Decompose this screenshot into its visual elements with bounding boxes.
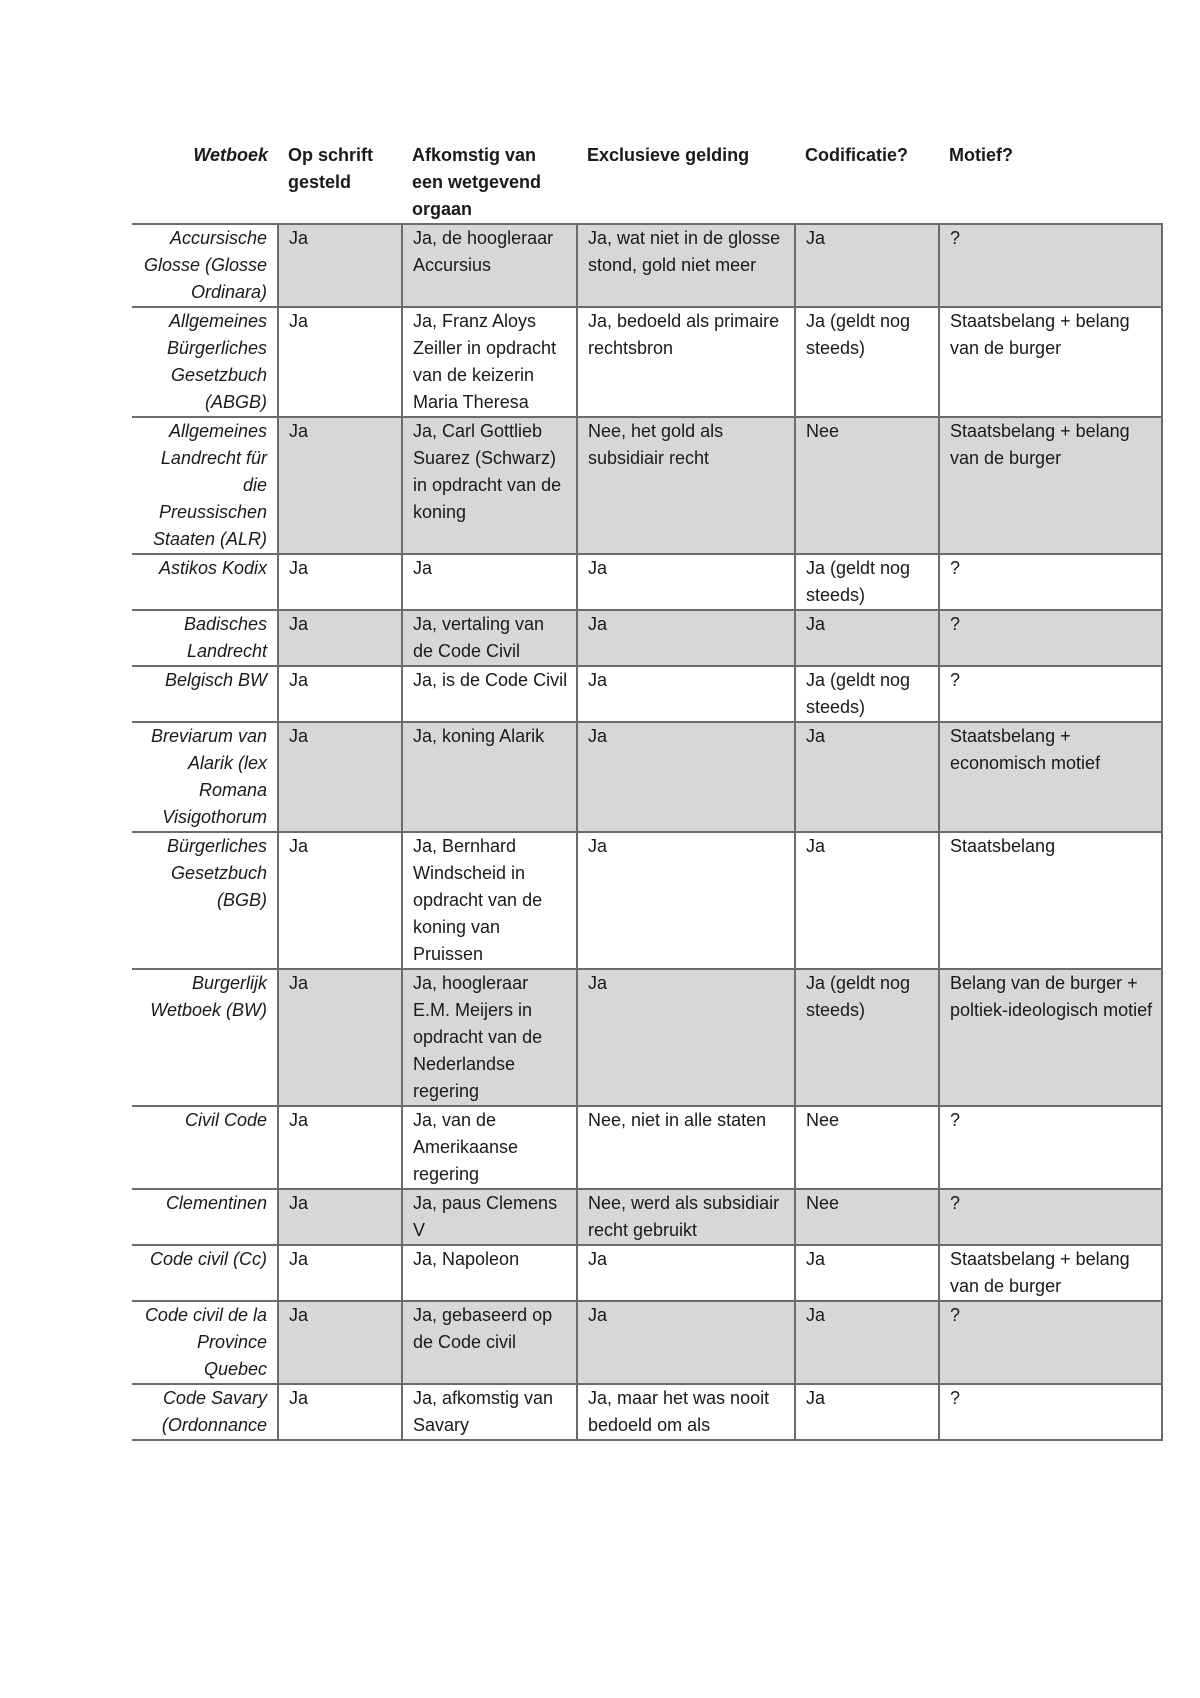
schrift-cell: Ja	[278, 969, 402, 1106]
schrift-cell: Ja	[278, 307, 402, 417]
afkomstig-cell: Ja, Carl Gottlieb Suarez (Schwarz) in opdracht van de koning	[402, 417, 577, 554]
codificatie-cell: Ja	[795, 610, 939, 666]
afkomstig-cell: Ja, is de Code Civil	[402, 666, 577, 722]
gelding-cell: Nee, werd als subsidiair recht gebruikt	[577, 1189, 795, 1245]
codificatie-cell: Ja	[795, 1384, 939, 1440]
codificatie-cell: Ja	[795, 1301, 939, 1384]
afkomstig-cell: Ja, de hoogleraar Accursius	[402, 224, 577, 307]
codificatie-cell: Ja (geldt nog steeds)	[795, 554, 939, 610]
gelding-cell: Nee, niet in alle staten	[577, 1106, 795, 1189]
gelding-cell: Nee, het gold als subsidiair recht	[577, 417, 795, 554]
gelding-cell: Ja	[577, 666, 795, 722]
table-row	[132, 307, 1162, 417]
motief-cell: ?	[939, 1189, 1162, 1245]
wetboek-cell: Allgemeines Landrecht für die Preussischen Staaten (ALR)	[132, 417, 278, 554]
afkomstig-cell: Ja, hoogleraar E.M. Meijers in opdracht van de Nederlandse regering	[402, 969, 577, 1106]
gelding-cell: Ja, wat niet in de glosse stond, gold niet meer	[577, 224, 795, 307]
codification-table	[132, 142, 1163, 1441]
codificatie-cell: Ja (geldt nog steeds)	[795, 666, 939, 722]
motief-cell: ?	[939, 1384, 1162, 1440]
afkomstig-cell: Ja, van de Amerikaanse regering	[402, 1106, 577, 1189]
motief-cell: ?	[939, 1301, 1162, 1384]
schrift-cell: Ja	[278, 722, 402, 832]
schrift-cell: Ja	[278, 224, 402, 307]
wetboek-cell: Clementinen	[132, 1189, 278, 1245]
table-row	[132, 224, 1162, 307]
codificatie-cell: Nee	[795, 417, 939, 554]
gelding-cell: Ja	[577, 969, 795, 1106]
wetboek-cell: Badisches Landrecht	[132, 610, 278, 666]
table-row	[132, 1245, 1162, 1301]
codificatie-cell: Ja	[795, 224, 939, 307]
motief-cell: Staatsbelang + economisch motief	[939, 722, 1162, 832]
table-body	[132, 224, 1162, 1440]
codificatie-cell: Nee	[795, 1106, 939, 1189]
wetboek-cell: Allgemeines Bürgerliches Gesetzbuch (ABGB)	[132, 307, 278, 417]
header-wetboek: Wetboek	[193, 145, 268, 165]
motief-cell: Belang van de burger + poltiek-ideologisch motief	[939, 969, 1162, 1106]
codificatie-cell: Ja	[795, 722, 939, 832]
table-row	[132, 1106, 1162, 1189]
schrift-cell: Ja	[278, 417, 402, 554]
motief-cell: Staatsbelang	[939, 832, 1162, 969]
gelding-cell: Ja	[577, 610, 795, 666]
codificatie-cell: Ja (geldt nog steeds)	[795, 307, 939, 417]
afkomstig-cell: Ja	[402, 554, 577, 610]
codificatie-cell: Ja (geldt nog steeds)	[795, 969, 939, 1106]
motief-cell: ?	[939, 224, 1162, 307]
table-row	[132, 554, 1162, 610]
afkomstig-cell: Ja, gebaseerd op de Code civil	[402, 1301, 577, 1384]
codificatie-cell: Nee	[795, 1189, 939, 1245]
afkomstig-cell: Ja, Bernhard Windscheid in opdracht van de koning van Pruissen	[402, 832, 577, 969]
afkomstig-cell: Ja, afkomstig van Savary	[402, 1384, 577, 1440]
wetboek-cell: Code Savary (Ordonnance	[132, 1384, 278, 1440]
motief-cell: Staatsbelang + belang van de burger	[939, 1245, 1162, 1301]
afkomstig-cell: Ja, vertaling van de Code Civil	[402, 610, 577, 666]
schrift-cell: Ja	[278, 1384, 402, 1440]
afkomstig-cell: Ja, paus Clemens V	[402, 1189, 577, 1245]
table-row	[132, 722, 1162, 832]
schrift-cell: Ja	[278, 1106, 402, 1189]
wetboek-cell: Breviarum van Alarik (lex Romana Visigothorum	[132, 722, 278, 832]
motief-cell: ?	[939, 610, 1162, 666]
wetboek-cell: Burgerlijk Wetboek (BW)	[132, 969, 278, 1106]
wetboek-cell: Code civil (Cc)	[132, 1245, 278, 1301]
schrift-cell: Ja	[278, 610, 402, 666]
table-row	[132, 666, 1162, 722]
wetboek-cell: Belgisch BW	[132, 666, 278, 722]
wetboek-cell: Code civil de la Province Quebec	[132, 1301, 278, 1384]
gelding-cell: Ja	[577, 1245, 795, 1301]
schrift-cell: Ja	[278, 1245, 402, 1301]
gelding-cell: Ja	[577, 722, 795, 832]
wetboek-cell: Accursische Glosse (Glosse Ordinara)	[132, 224, 278, 307]
codificatie-cell: Ja	[795, 832, 939, 969]
gelding-cell: Ja	[577, 1301, 795, 1384]
schrift-cell: Ja	[278, 1189, 402, 1245]
gelding-cell: Ja, bedoeld als primaire rechtsbron	[577, 307, 795, 417]
header-exclusieve-gelding: Exclusieve gelding	[587, 145, 750, 165]
table-row	[132, 1384, 1162, 1440]
table-row	[132, 1301, 1162, 1384]
header-op-schrift-gesteld: Op schrift gesteld	[288, 145, 374, 192]
afkomstig-cell: Ja, Franz Aloys Zeiller in opdracht van de keizerin Maria Theresa	[402, 307, 577, 417]
header-motief: Motief?	[949, 145, 1013, 165]
wetboek-cell: Civil Code	[132, 1106, 278, 1189]
table-row	[132, 610, 1162, 666]
wetboek-cell: Astikos Kodix	[132, 554, 278, 610]
afkomstig-cell: Ja, Napoleon	[402, 1245, 577, 1301]
motief-cell: ?	[939, 666, 1162, 722]
schrift-cell: Ja	[278, 666, 402, 722]
schrift-cell: Ja	[278, 554, 402, 610]
table-row	[132, 969, 1162, 1106]
schrift-cell: Ja	[278, 832, 402, 969]
wetboek-cell: Bürgerliches Gesetzbuch (BGB)	[132, 832, 278, 969]
table-row	[132, 1189, 1162, 1245]
gelding-cell: Ja	[577, 832, 795, 969]
table-row	[132, 832, 1162, 969]
codificatie-cell: Ja	[795, 1245, 939, 1301]
motief-cell: Staatsbelang + belang van de burger	[939, 417, 1162, 554]
header-codificatie: Codificatie?	[805, 145, 909, 165]
motief-cell: ?	[939, 554, 1162, 610]
schrift-cell: Ja	[278, 1301, 402, 1384]
motief-cell: ?	[939, 1106, 1162, 1189]
gelding-cell: Ja, maar het was nooit bedoeld om als	[577, 1384, 795, 1440]
afkomstig-cell: Ja, koning Alarik	[402, 722, 577, 832]
gelding-cell: Ja	[577, 554, 795, 610]
header-afkomstig: Afkomstig van een wetgevend orgaan	[412, 145, 542, 219]
table-header	[132, 142, 1162, 224]
motief-cell: Staatsbelang + belang van de burger	[939, 307, 1162, 417]
table-row	[132, 417, 1162, 554]
